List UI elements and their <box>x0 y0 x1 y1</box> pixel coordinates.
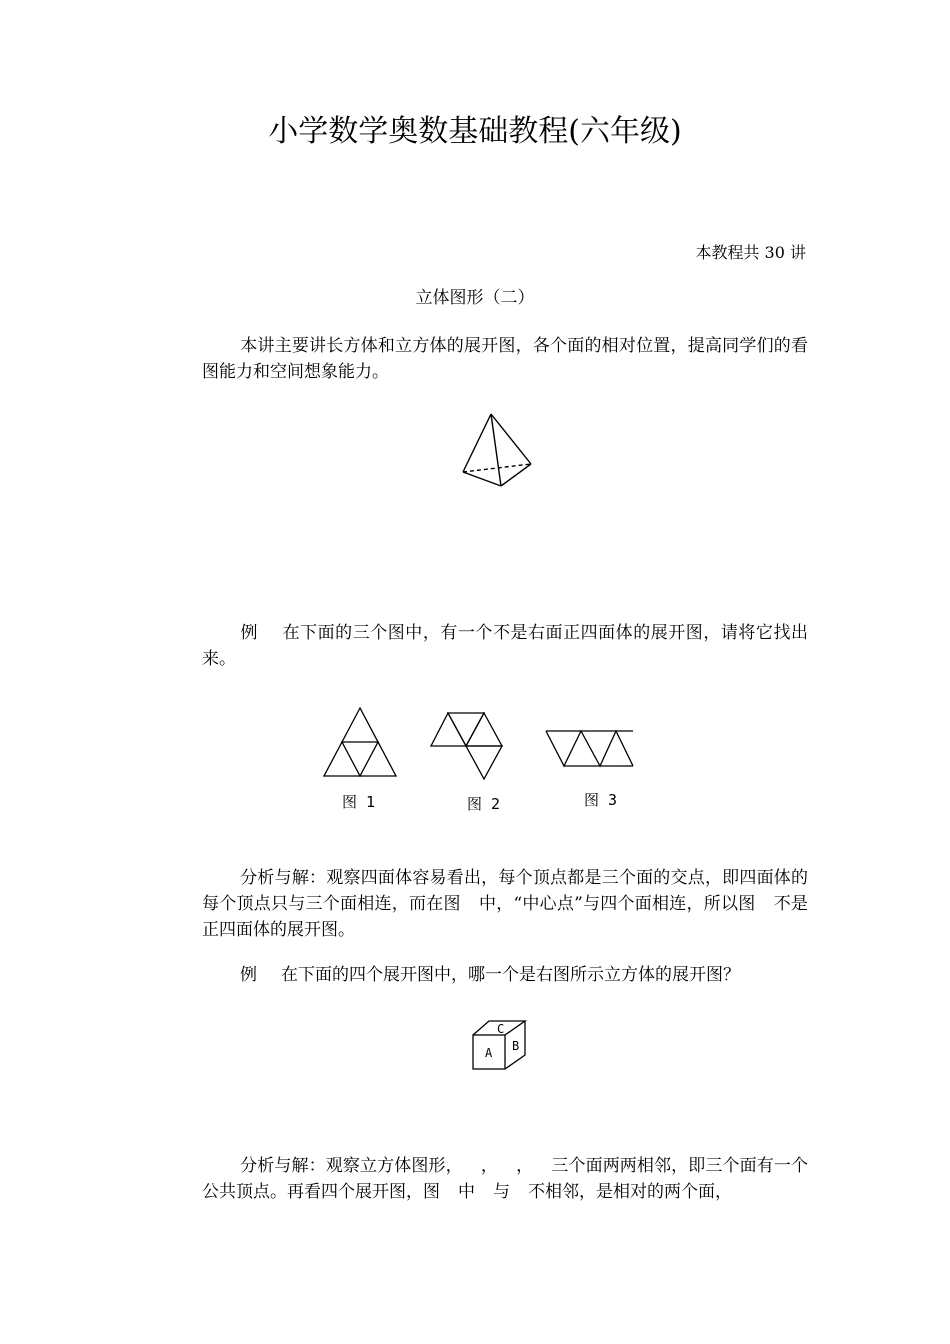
intro-paragraph <box>202 333 808 385</box>
analysis2-sep2: ， <box>515 1156 534 1176</box>
analysis1-part1: 分析与解：观察四面体容易看出，每个顶点都是三个面的交点，即四面体的每个顶点只与三个面相连，而在图 <box>202 868 808 914</box>
analysis1-paragraph <box>202 865 808 943</box>
example2-label: 例 <box>240 965 257 985</box>
analysis2-paragraph <box>202 1153 808 1205</box>
net-figure-3 <box>543 726 637 770</box>
example1-paragraph <box>202 620 808 672</box>
net-figure-1 <box>320 705 400 780</box>
figure-1-label: 图 1 <box>342 793 376 811</box>
lecture-count: 本教程共 30 讲 <box>695 243 806 262</box>
example1-text: 在下面的三个图中，有一个不是右面正四面体的展开图，请将它找出来。 <box>202 623 808 669</box>
analysis2-part2: 三个面两两相邻，即三个面有一个公共顶点。再看四个展开图，图 <box>202 1156 809 1202</box>
analysis1-part2: 中，“中心点”与四个面相连，所以图 <box>478 894 756 914</box>
cube-face-a: A <box>485 1046 493 1060</box>
cube-face-c: C <box>497 1022 505 1036</box>
cube-figure <box>470 1018 532 1072</box>
example1-label: 例 <box>240 623 259 643</box>
analysis2-sep1: ， <box>480 1156 498 1176</box>
example2-paragraph <box>202 962 808 988</box>
section-heading: 立体图形（二） <box>415 288 535 308</box>
analysis2-part3: 中 <box>458 1182 475 1202</box>
figure-3-label: 图 3 <box>584 791 618 809</box>
analysis2-part4: 与 <box>493 1182 510 1202</box>
figure-2-label: 图 2 <box>467 795 501 813</box>
analysis2-part1: 分析与解：观察立方体图形， <box>240 1156 463 1176</box>
net-figure-2 <box>428 710 508 782</box>
analysis2-part5: 不相邻，是相对的两个面， <box>528 1182 732 1202</box>
intro-text: 本讲主要讲长方体和立方体的展开图，各个面的相对位置，提高同学们的看图能力和空间想象能力。 <box>202 336 808 382</box>
tetrahedron-figure <box>455 408 545 492</box>
example2-text: 在下面的四个展开图中，哪一个是右图所示立方体的展开图？ <box>281 965 740 985</box>
analysis1-part3: 不是正四面体的展开图。 <box>202 894 809 940</box>
document-title: 小学数学奥数基础教程(六年级) <box>268 114 682 149</box>
cube-face-b: B <box>512 1039 520 1053</box>
